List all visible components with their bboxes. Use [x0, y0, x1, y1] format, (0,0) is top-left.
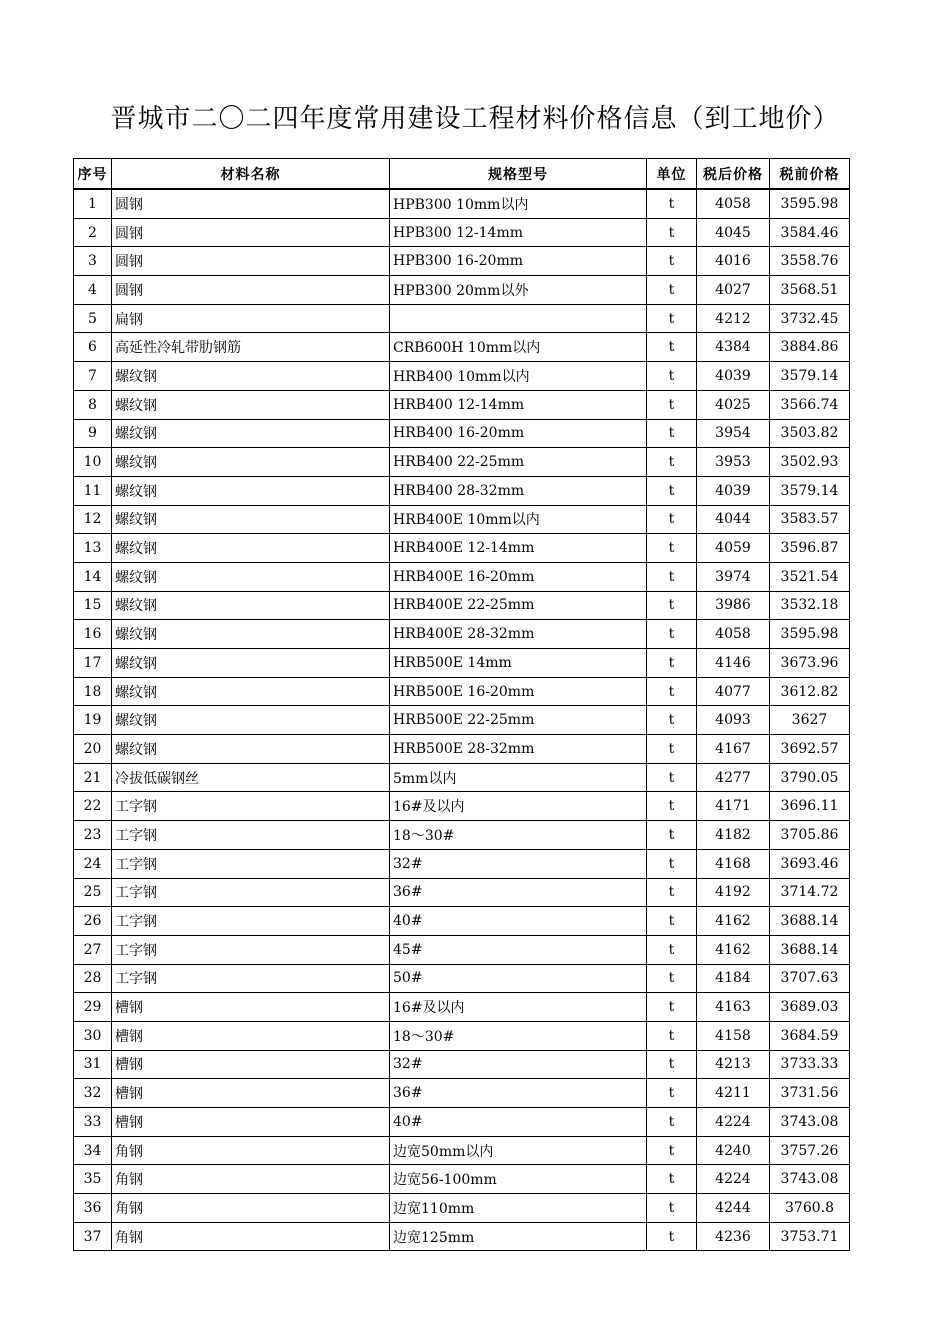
unit: t [647, 419, 697, 448]
row-index: 21 [74, 763, 112, 792]
unit: t [647, 907, 697, 936]
unit: t [647, 218, 697, 247]
unit: t [647, 763, 697, 792]
material-name: 高延性冷轧带肋钢筋 [112, 333, 390, 362]
spec-model: HRB500E 28-32mm [390, 735, 647, 764]
table-row [74, 993, 850, 1022]
table-row [74, 505, 850, 534]
unit: t [647, 1079, 697, 1108]
table-body [74, 189, 850, 1251]
price-after-tax: 3954 [697, 419, 770, 448]
price-before-tax: 3732.45 [770, 304, 850, 333]
spec-model: HRB400 28-32mm [390, 476, 647, 505]
table-row [74, 476, 850, 505]
price-before-tax: 3705.86 [770, 821, 850, 850]
unit: t [647, 505, 697, 534]
price-after-tax: 4184 [697, 964, 770, 993]
material-name: 冷拔低碳钢丝 [112, 763, 390, 792]
table-row [74, 276, 850, 305]
price-before-tax: 3696.11 [770, 792, 850, 821]
row-index: 25 [74, 878, 112, 907]
header-unit: 单位 [647, 159, 697, 190]
spec-model: 边宽50mm以内 [390, 1136, 647, 1165]
row-index: 5 [74, 304, 112, 333]
row-index: 23 [74, 821, 112, 850]
row-index: 30 [74, 1021, 112, 1050]
unit: t [647, 1108, 697, 1137]
row-index: 35 [74, 1165, 112, 1194]
price-before-tax: 3884.86 [770, 333, 850, 362]
table-row [74, 562, 850, 591]
spec-model: 边宽110mm [390, 1194, 647, 1223]
material-name: 槽钢 [112, 1079, 390, 1108]
table-row [74, 792, 850, 821]
row-index: 29 [74, 993, 112, 1022]
spec-model: HRB500E 16-20mm [390, 677, 647, 706]
page-title: 晋城市二〇二四年度常用建设工程材料价格信息（到工地价） [110, 104, 840, 134]
row-index: 9 [74, 419, 112, 448]
price-before-tax: 3688.14 [770, 907, 850, 936]
spec-model: 32# [390, 849, 647, 878]
spec-model: 36# [390, 1079, 647, 1108]
unit: t [647, 189, 697, 218]
material-name: 螺纹钢 [112, 562, 390, 591]
material-name: 槽钢 [112, 993, 390, 1022]
price-after-tax: 4162 [697, 935, 770, 964]
spec-model: HPB300 12-14mm [390, 218, 647, 247]
spec-model: 40# [390, 1108, 647, 1137]
row-index: 34 [74, 1136, 112, 1165]
price-after-tax: 4059 [697, 534, 770, 563]
material-name: 螺纹钢 [112, 620, 390, 649]
price-after-tax: 4039 [697, 476, 770, 505]
spec-model: 边宽125mm [390, 1222, 647, 1251]
material-name: 工字钢 [112, 792, 390, 821]
price-after-tax: 4058 [697, 620, 770, 649]
price-after-tax: 4027 [697, 276, 770, 305]
row-index: 3 [74, 247, 112, 276]
row-index: 17 [74, 649, 112, 678]
table-header-row [74, 159, 850, 190]
row-index: 14 [74, 562, 112, 591]
unit: t [647, 1222, 697, 1251]
price-after-tax: 4044 [697, 505, 770, 534]
row-index: 27 [74, 935, 112, 964]
price-before-tax: 3714.72 [770, 878, 850, 907]
header-spec: 规格型号 [390, 159, 647, 190]
row-index: 36 [74, 1194, 112, 1223]
price-before-tax: 3753.71 [770, 1222, 850, 1251]
spec-model: CRB600H 10mm以内 [390, 333, 647, 362]
unit: t [647, 735, 697, 764]
row-index: 2 [74, 218, 112, 247]
price-before-tax: 3502.93 [770, 448, 850, 477]
price-before-tax: 3733.33 [770, 1050, 850, 1079]
price-before-tax: 3693.46 [770, 849, 850, 878]
row-index: 15 [74, 591, 112, 620]
table-row [74, 1050, 850, 1079]
material-name: 螺纹钢 [112, 706, 390, 735]
unit: t [647, 706, 697, 735]
spec-model: 40# [390, 907, 647, 936]
price-before-tax: 3558.76 [770, 247, 850, 276]
unit: t [647, 562, 697, 591]
table-row [74, 1021, 850, 1050]
spec-model: 45# [390, 935, 647, 964]
spec-model: HRB400 10mm以内 [390, 362, 647, 391]
spec-model: HPB300 10mm以内 [390, 189, 647, 218]
table-row [74, 448, 850, 477]
header-material-name: 材料名称 [112, 159, 390, 190]
unit: t [647, 849, 697, 878]
price-before-tax: 3673.96 [770, 649, 850, 678]
unit: t [647, 792, 697, 821]
price-before-tax: 3532.18 [770, 591, 850, 620]
unit: t [647, 1136, 697, 1165]
table-row [74, 534, 850, 563]
material-name: 槽钢 [112, 1050, 390, 1079]
table-row [74, 964, 850, 993]
unit: t [647, 362, 697, 391]
price-after-tax: 4146 [697, 649, 770, 678]
table-row [74, 849, 850, 878]
price-before-tax: 3688.14 [770, 935, 850, 964]
material-name: 角钢 [112, 1136, 390, 1165]
spec-model: HRB500E 22-25mm [390, 706, 647, 735]
price-table [73, 158, 850, 1251]
price-before-tax: 3612.82 [770, 677, 850, 706]
table-row [74, 189, 850, 218]
price-before-tax: 3760.8 [770, 1194, 850, 1223]
unit: t [647, 333, 697, 362]
price-after-tax: 4163 [697, 993, 770, 1022]
row-index: 20 [74, 735, 112, 764]
price-after-tax: 4025 [697, 390, 770, 419]
price-after-tax: 4236 [697, 1222, 770, 1251]
unit: t [647, 821, 697, 850]
unit: t [647, 649, 697, 678]
unit: t [647, 534, 697, 563]
unit: t [647, 1194, 697, 1223]
spec-model: HRB400E 10mm以内 [390, 505, 647, 534]
table-row [74, 1222, 850, 1251]
price-after-tax: 4212 [697, 304, 770, 333]
price-after-tax: 4213 [697, 1050, 770, 1079]
material-name: 螺纹钢 [112, 649, 390, 678]
price-before-tax: 3583.57 [770, 505, 850, 534]
unit: t [647, 247, 697, 276]
row-index: 24 [74, 849, 112, 878]
price-before-tax: 3790.05 [770, 763, 850, 792]
price-after-tax: 3986 [697, 591, 770, 620]
unit: t [647, 390, 697, 419]
price-before-tax: 3521.54 [770, 562, 850, 591]
unit: t [647, 276, 697, 305]
table-row [74, 677, 850, 706]
material-name: 角钢 [112, 1165, 390, 1194]
material-name: 螺纹钢 [112, 735, 390, 764]
price-before-tax: 3684.59 [770, 1021, 850, 1050]
row-index: 8 [74, 390, 112, 419]
table-row [74, 649, 850, 678]
header-index: 序号 [74, 159, 112, 190]
price-after-tax: 4167 [697, 735, 770, 764]
price-after-tax: 4182 [697, 821, 770, 850]
row-index: 19 [74, 706, 112, 735]
unit: t [647, 476, 697, 505]
row-index: 33 [74, 1108, 112, 1137]
material-name: 螺纹钢 [112, 448, 390, 477]
price-before-tax: 3579.14 [770, 476, 850, 505]
row-index: 26 [74, 907, 112, 936]
table-row [74, 878, 850, 907]
price-after-tax: 4162 [697, 907, 770, 936]
spec-model: 16#及以内 [390, 993, 647, 1022]
spec-model: HRB400 22-25mm [390, 448, 647, 477]
row-index: 11 [74, 476, 112, 505]
row-index: 28 [74, 964, 112, 993]
price-after-tax: 4224 [697, 1165, 770, 1194]
material-name: 扁钢 [112, 304, 390, 333]
unit: t [647, 993, 697, 1022]
unit: t [647, 878, 697, 907]
price-after-tax: 4045 [697, 218, 770, 247]
spec-model: HRB500E 14mm [390, 649, 647, 678]
price-after-tax: 4384 [697, 333, 770, 362]
spec-model: HRB400 16-20mm [390, 419, 647, 448]
price-after-tax: 3953 [697, 448, 770, 477]
row-index: 1 [74, 189, 112, 218]
spec-model: 18～30# [390, 1021, 647, 1050]
material-name: 槽钢 [112, 1108, 390, 1137]
header-price-before-tax: 税前价格 [770, 159, 850, 190]
row-index: 6 [74, 333, 112, 362]
table-row [74, 935, 850, 964]
row-index: 12 [74, 505, 112, 534]
material-name: 圆钢 [112, 218, 390, 247]
price-before-tax: 3566.74 [770, 390, 850, 419]
spec-model [390, 304, 647, 333]
table-row [74, 218, 850, 247]
material-name: 工字钢 [112, 821, 390, 850]
row-index: 32 [74, 1079, 112, 1108]
row-index: 22 [74, 792, 112, 821]
material-name: 工字钢 [112, 907, 390, 936]
price-after-tax: 4171 [697, 792, 770, 821]
table-row [74, 333, 850, 362]
row-index: 18 [74, 677, 112, 706]
spec-model: HPB300 20mm以外 [390, 276, 647, 305]
price-before-tax: 3584.46 [770, 218, 850, 247]
row-index: 4 [74, 276, 112, 305]
material-name: 工字钢 [112, 849, 390, 878]
table-row [74, 247, 850, 276]
price-before-tax: 3595.98 [770, 189, 850, 218]
material-name: 圆钢 [112, 276, 390, 305]
material-name: 螺纹钢 [112, 591, 390, 620]
table-row [74, 1136, 850, 1165]
row-index: 13 [74, 534, 112, 563]
spec-model: HPB300 16-20mm [390, 247, 647, 276]
material-name: 螺纹钢 [112, 362, 390, 391]
row-index: 31 [74, 1050, 112, 1079]
unit: t [647, 677, 697, 706]
spec-model: 50# [390, 964, 647, 993]
price-before-tax: 3757.26 [770, 1136, 850, 1165]
table-row [74, 1108, 850, 1137]
price-before-tax: 3596.87 [770, 534, 850, 563]
price-after-tax: 4211 [697, 1079, 770, 1108]
price-after-tax: 4158 [697, 1021, 770, 1050]
price-after-tax: 4240 [697, 1136, 770, 1165]
price-before-tax: 3707.63 [770, 964, 850, 993]
material-name: 槽钢 [112, 1021, 390, 1050]
price-before-tax: 3595.98 [770, 620, 850, 649]
unit: t [647, 448, 697, 477]
table-row [74, 390, 850, 419]
spec-model: HRB400E 22-25mm [390, 591, 647, 620]
unit: t [647, 591, 697, 620]
material-name: 工字钢 [112, 878, 390, 907]
row-index: 10 [74, 448, 112, 477]
material-name: 螺纹钢 [112, 677, 390, 706]
table-row [74, 706, 850, 735]
price-before-tax: 3743.08 [770, 1108, 850, 1137]
unit: t [647, 1165, 697, 1194]
table-row [74, 362, 850, 391]
spec-model: 32# [390, 1050, 647, 1079]
material-name: 圆钢 [112, 247, 390, 276]
price-before-tax: 3731.56 [770, 1079, 850, 1108]
price-before-tax: 3568.51 [770, 276, 850, 305]
price-after-tax: 3974 [697, 562, 770, 591]
material-name: 螺纹钢 [112, 390, 390, 419]
price-after-tax: 4077 [697, 677, 770, 706]
price-after-tax: 4224 [697, 1108, 770, 1137]
row-index: 16 [74, 620, 112, 649]
material-name: 螺纹钢 [112, 419, 390, 448]
material-name: 螺纹钢 [112, 476, 390, 505]
row-index: 37 [74, 1222, 112, 1251]
price-before-tax: 3627 [770, 706, 850, 735]
material-name: 螺纹钢 [112, 505, 390, 534]
price-after-tax: 4039 [697, 362, 770, 391]
material-name: 圆钢 [112, 189, 390, 218]
price-after-tax: 4168 [697, 849, 770, 878]
table-row [74, 591, 850, 620]
table-row [74, 1165, 850, 1194]
price-after-tax: 4058 [697, 189, 770, 218]
table-row [74, 304, 850, 333]
price-after-tax: 4277 [697, 763, 770, 792]
table-row [74, 419, 850, 448]
table-row [74, 620, 850, 649]
unit: t [647, 1050, 697, 1079]
spec-model: HRB400E 16-20mm [390, 562, 647, 591]
spec-model: HRB400E 28-32mm [390, 620, 647, 649]
table-row [74, 1079, 850, 1108]
spec-model: 36# [390, 878, 647, 907]
spec-model: HRB400E 12-14mm [390, 534, 647, 563]
table-row [74, 821, 850, 850]
unit: t [647, 304, 697, 333]
table-row [74, 735, 850, 764]
price-before-tax: 3689.03 [770, 993, 850, 1022]
material-name: 工字钢 [112, 935, 390, 964]
spec-model: 边宽56-100mm [390, 1165, 647, 1194]
price-after-tax: 4244 [697, 1194, 770, 1223]
unit: t [647, 1021, 697, 1050]
price-after-tax: 4192 [697, 878, 770, 907]
price-after-tax: 4016 [697, 247, 770, 276]
row-index: 7 [74, 362, 112, 391]
spec-model: 18～30# [390, 821, 647, 850]
price-before-tax: 3503.82 [770, 419, 850, 448]
material-name: 角钢 [112, 1222, 390, 1251]
material-name: 角钢 [112, 1194, 390, 1223]
material-name: 螺纹钢 [112, 534, 390, 563]
price-after-tax: 4093 [697, 706, 770, 735]
price-before-tax: 3579.14 [770, 362, 850, 391]
spec-model: 5mm以内 [390, 763, 647, 792]
spec-model: HRB400 12-14mm [390, 390, 647, 419]
price-before-tax: 3743.08 [770, 1165, 850, 1194]
table-row [74, 1194, 850, 1223]
material-name: 工字钢 [112, 964, 390, 993]
header-price-after-tax: 税后价格 [697, 159, 770, 190]
table-row [74, 763, 850, 792]
price-before-tax: 3692.57 [770, 735, 850, 764]
spec-model: 16#及以内 [390, 792, 647, 821]
unit: t [647, 964, 697, 993]
table-row [74, 907, 850, 936]
unit: t [647, 935, 697, 964]
unit: t [647, 620, 697, 649]
